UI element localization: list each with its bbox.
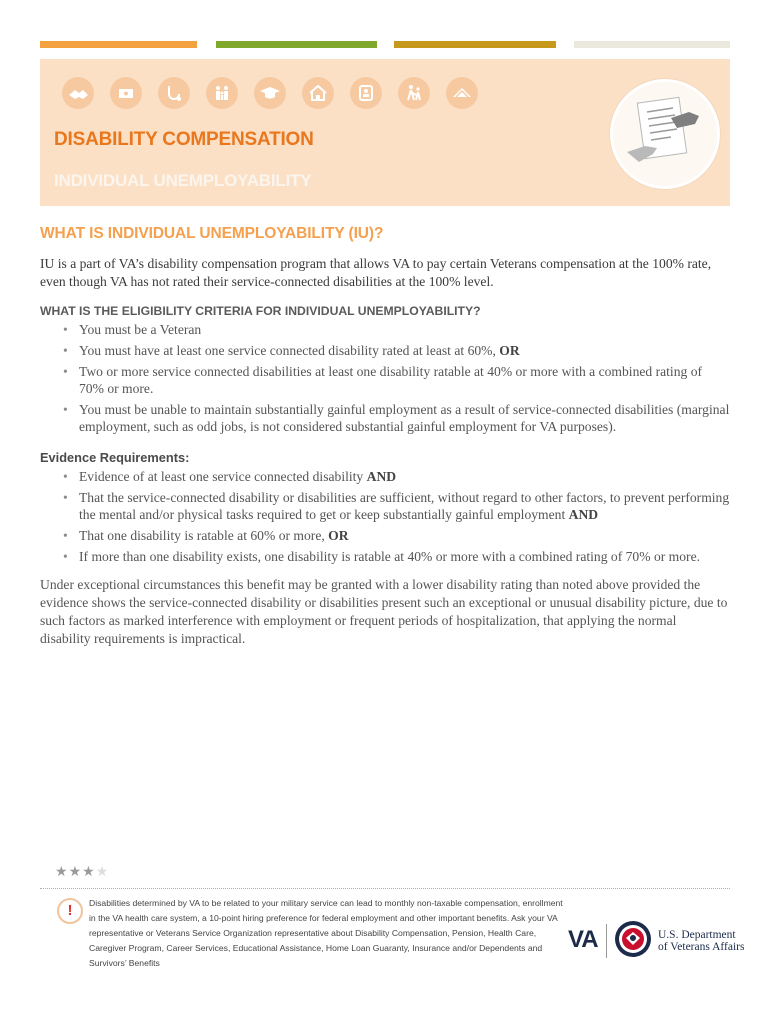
caregiver-icon <box>350 77 382 109</box>
eligibility-list <box>40 321 730 435</box>
list-item: • That one disability is ratable at 60% or more, OR <box>40 527 730 544</box>
family-icon <box>206 77 238 109</box>
eligibility-heading: WHAT IS THE ELIGIBILITY CRITERIA FOR INDIVIDUAL UNEMPLOYABILITY? <box>40 304 481 318</box>
list-item: • You must be a Veteran <box>40 321 730 338</box>
color-stripes <box>40 41 730 49</box>
list-item: • That the service-connected disability or disabilities are sufficient, without regard to other factors, to prevent performing the mental and/or physical tasks required to get or keep substantially gainful employment AND <box>40 489 730 523</box>
header-banner <box>40 59 730 206</box>
star-filled-icon: ★ <box>55 864 69 880</box>
stripe-green <box>216 41 377 48</box>
document-handoff-illustration <box>610 79 720 189</box>
main-content <box>40 225 730 648</box>
stripe-orange <box>40 41 197 48</box>
medical-icon <box>158 77 190 109</box>
star-filled-icon: ★ <box>68 864 83 880</box>
va-seal-icon <box>614 920 652 958</box>
insurance-icon <box>446 77 478 109</box>
stripe-gold <box>394 41 556 48</box>
list-item: • You must have at least one service connected disability rated at least at 60%, OR <box>40 342 730 359</box>
star-empty-icon: ★ <box>95 864 110 880</box>
banner-title: DISABILITY COMPENSATION <box>54 129 314 150</box>
list-item: • If more than one disability exists, one disability is ratable at 40% or more with a combined rating of 70% or more. <box>40 548 730 565</box>
alert-icon: ! <box>57 898 83 924</box>
handshake-icon <box>62 77 94 109</box>
footer-disclaimer: Disabilities determined by VA to be related to your military service can lead to monthly non-taxable compensation, enrollment in the VA health care system, a 10-point hiring preference for federal employment and other important benefits. Ask your VA representative or Veterans Service Organization representative about Disability Compensation, Pension, Health Care, Caregiver Program, Career Services, Educational Assistance, Home Loan Guaranty, Insurance and/or Dependents and Survivors’ Benefits <box>89 898 563 968</box>
exceptional-circumstances-paragraph: Under exceptional circumstances this benefit may be granted with a lower disability rating than noted above provided the evidence shows the service-connected disability or disabilities present such an exceptional or unusual disability picture, due to such factors as marked interference with employment or frequent periods of hospitalization, that applying the normal disability requirements is impractical. <box>40 577 728 646</box>
list-item: • You must be unable to maintain substantially gainful employment as a result of service-connected disabilities (marginal employment, such as odd jobs, is not considered substantial gainful employment for VA purposes). <box>40 401 730 435</box>
department-name <box>658 929 744 953</box>
department-line-2: of Veterans Affairs <box>658 941 745 953</box>
star-filled-icon: ★ <box>82 864 96 880</box>
intro-paragraph: IU is a part of VA’s disability compensation program that allows VA to pay certain Veterans compensation at the 100% rate, even though VA has not rated their service-connected disabilities at the 100% level. <box>40 256 712 289</box>
list-item: • Two or more service connected disabilities at least one disability ratable at 40% or more with a combined rating of 70% or more. <box>40 363 730 397</box>
footer-divider <box>40 888 730 889</box>
home-icon <box>302 77 334 109</box>
va-logo: VA <box>568 926 598 953</box>
department-line-1: U.S. Department <box>658 929 736 941</box>
banner-subtitle: INDIVIDUAL UNEMPLOYABILITY <box>54 171 312 190</box>
graduation-cap-icon <box>254 77 286 109</box>
logo-divider <box>606 924 607 958</box>
rating-stars <box>55 864 109 880</box>
list-item: • Evidence of at least one service connected disability AND <box>40 468 730 485</box>
family-walk-icon <box>398 77 430 109</box>
cash-icon <box>110 77 142 109</box>
evidence-heading: Evidence Requirements: <box>40 450 190 465</box>
evidence-list <box>40 468 730 565</box>
stripe-beige <box>574 41 730 48</box>
section-heading: WHAT IS INDIVIDUAL UNEMPLOYABILITY (IU)? <box>40 225 384 242</box>
